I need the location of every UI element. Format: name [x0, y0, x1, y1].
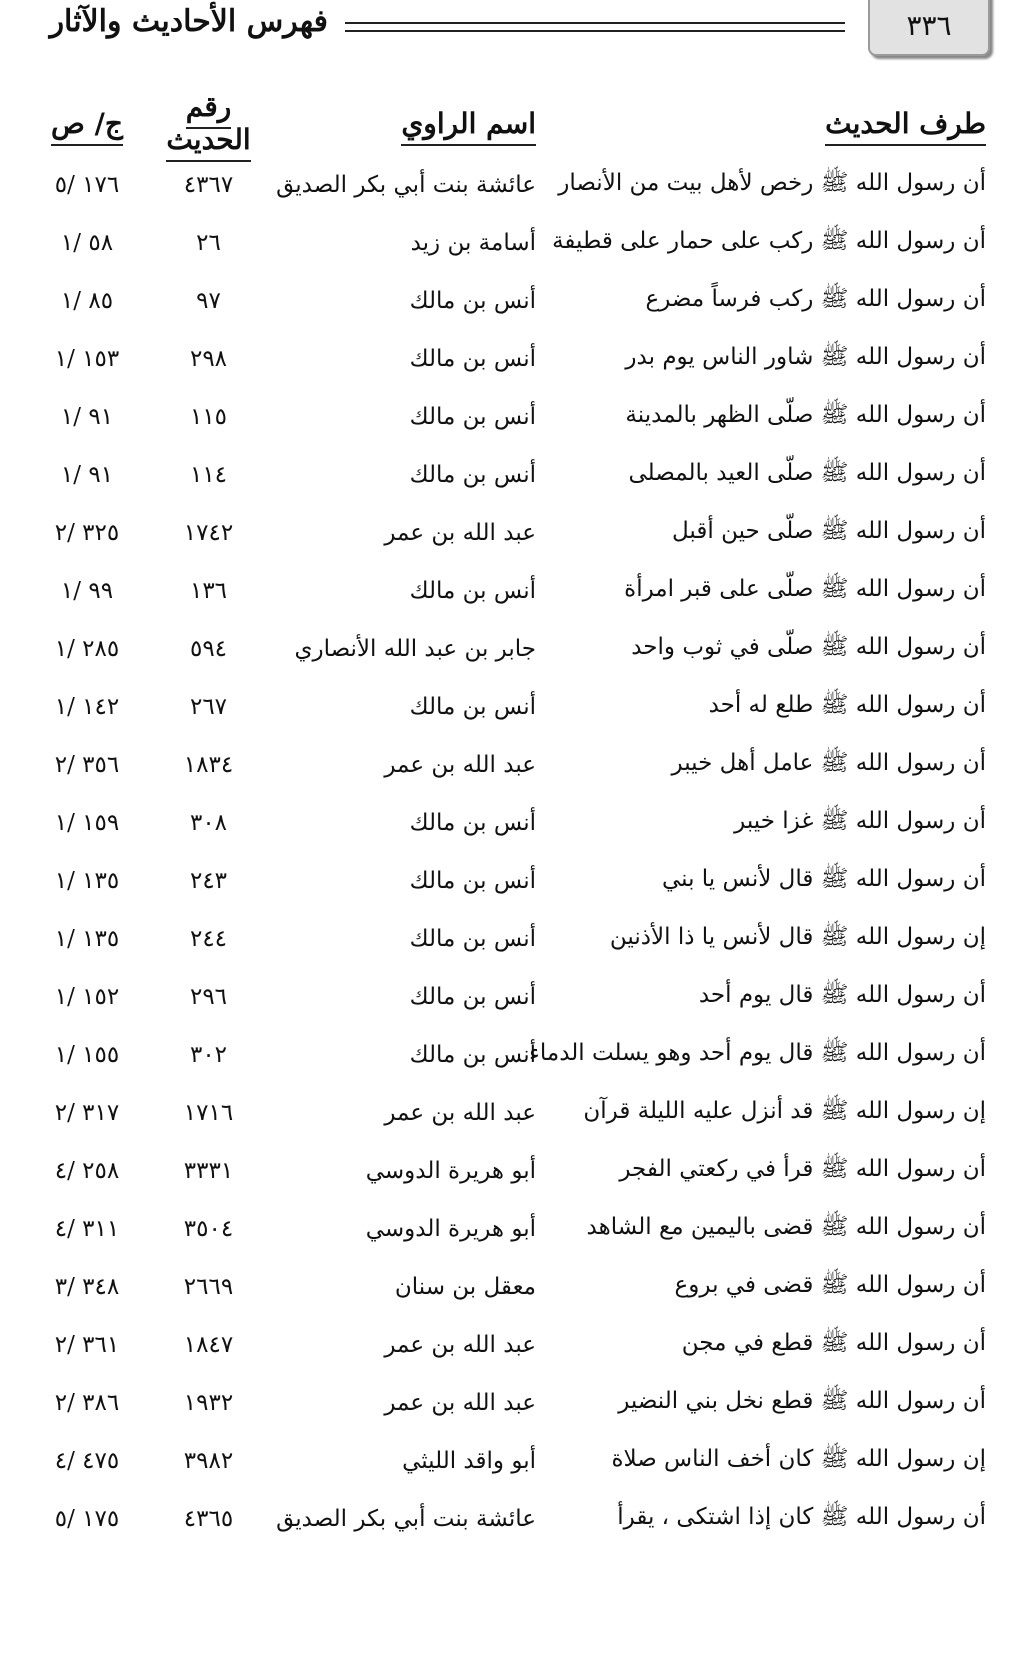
volume-page-cell: ١٧٥ /٥ — [54, 1506, 120, 1532]
volume-page-cell: ٤٧٥ /٤ — [54, 1448, 120, 1474]
hadith-text-cell: أن رسول الله ﷺ قضى باليمين مع الشاهد — [586, 1214, 986, 1240]
column-header-number: رقم الحديث — [146, 90, 271, 156]
table-row — [28, 272, 986, 330]
hadith-number-cell: ١٨٣٤ — [183, 752, 234, 778]
hadith-number-cell: ٣٣٣١ — [183, 1158, 234, 1184]
hadith-text-cell: أن رسول الله ﷺ عامل أهل خيبر — [671, 750, 986, 776]
volume-page-cell: ٣٦١ /٢ — [54, 1332, 120, 1358]
hadith-text-cell: أن رسول الله ﷺ قال يوم أحد وهو يسلت الدماء — [529, 1040, 986, 1066]
table-row — [28, 910, 986, 968]
hadith-number-cell: ٥٩٤ — [189, 636, 228, 662]
hadith-text-cell: أن رسول الله ﷺ قال لأنس يا بني — [661, 866, 986, 892]
table-row — [28, 1432, 986, 1490]
narrator-cell: عائشة بنت أبي بكر الصديق — [276, 1506, 536, 1532]
narrator-cell: عبد الله بن عمر — [384, 520, 536, 546]
narrator-cell: أنس بن مالك — [409, 926, 536, 952]
hadith-text-cell: أن رسول الله ﷺ ركب على حمار على قطيفة — [552, 228, 986, 254]
narrator-cell: عائشة بنت أبي بكر الصديق — [276, 172, 536, 198]
hadith-number-cell: ٤٣٦٥ — [183, 1506, 234, 1532]
narrator-cell: أنس بن مالك — [409, 462, 536, 488]
hadith-text-cell: أن رسول الله ﷺ شاور الناس يوم بدر — [625, 344, 986, 370]
volume-page-cell: ٩١ /١ — [60, 404, 114, 430]
table-row — [28, 1084, 986, 1142]
table-row — [28, 562, 986, 620]
narrator-cell: عبد الله بن عمر — [384, 1100, 536, 1126]
hadith-number-cell: ٣٩٨٢ — [183, 1448, 234, 1474]
table-row — [28, 504, 986, 562]
volume-page-cell: ١٥٥ /١ — [54, 1042, 120, 1068]
narrator-cell: أسامة بن زيد — [410, 230, 536, 256]
hadith-number-cell: ١٩٣٢ — [183, 1390, 234, 1416]
hadith-number-cell: ٢٦ — [196, 230, 221, 256]
narrator-cell: جابر بن عبد الله الأنصاري — [294, 636, 536, 662]
narrator-cell: أنس بن مالك — [409, 404, 536, 430]
hadith-index-table — [28, 90, 986, 1548]
hadith-number-cell: ١٨٤٧ — [183, 1332, 234, 1358]
volume-page-cell: ١٧٦ /٥ — [54, 172, 120, 198]
volume-page-cell: ٩٩ /١ — [60, 578, 114, 604]
table-header-row — [28, 90, 986, 156]
hadith-text-cell: أن رسول الله ﷺ صلّى في ثوب واحد — [631, 634, 986, 660]
hadith-number-cell: ١١٤ — [189, 462, 228, 488]
table-row — [28, 388, 986, 446]
hadith-number-cell: ٩٧ — [196, 288, 221, 314]
narrator-cell: أنس بن مالك — [409, 868, 536, 894]
narrator-cell: أنس بن مالك — [409, 1042, 536, 1068]
hadith-number-cell: ١٣٦ — [189, 578, 228, 604]
hadith-number-cell: ٢٤٣ — [189, 868, 228, 894]
hadith-text-cell: أن رسول الله ﷺ صلّى العيد بالمصلى — [628, 460, 986, 486]
table-row — [28, 1490, 986, 1548]
narrator-cell: أنس بن مالك — [409, 288, 536, 314]
volume-page-cell: ١٥٩ /١ — [54, 810, 120, 836]
hadith-number-cell: ٢٦٦٩ — [183, 1274, 234, 1300]
hadith-text-cell: أن رسول الله ﷺ قال يوم أحد — [698, 982, 986, 1008]
hadith-text-cell: أن رسول الله ﷺ قرأ في ركعتي الفجر — [619, 1156, 986, 1182]
hadith-number-cell: ٢٤٤ — [189, 926, 228, 952]
page-title: فهرس الأحاديث والآثار — [49, 4, 328, 39]
hadith-text-cell: أن رسول الله ﷺ قطع نخل بني النضير — [618, 1388, 986, 1414]
table-row — [28, 794, 986, 852]
column-header-reference: ج/ ص — [28, 90, 146, 156]
table-row — [28, 1026, 986, 1084]
hadith-number-cell: ٣٥٠٤ — [183, 1216, 234, 1242]
table-row — [28, 1258, 986, 1316]
hadith-text-cell: أن رسول الله ﷺ ركب فرساً مضرع — [645, 286, 986, 312]
hadith-text-cell: أن رسول الله ﷺ طلع له أحد — [708, 692, 986, 718]
table-row — [28, 852, 986, 910]
volume-page-cell: ٣١١ /٤ — [54, 1216, 120, 1242]
narrator-cell: أنس بن مالك — [409, 346, 536, 372]
table-row — [28, 736, 986, 794]
hadith-text-cell: إن رسول الله ﷺ قال لأنس يا ذا الأذنين — [609, 924, 986, 950]
narrator-cell: عبد الله بن عمر — [384, 1332, 536, 1358]
hadith-number-cell: ٢٦٧ — [189, 694, 228, 720]
header-rule-bottom — [345, 30, 845, 32]
hadith-text-cell: أن رسول الله ﷺ قضى في بروع — [674, 1272, 986, 1298]
narrator-cell: أنس بن مالك — [409, 578, 536, 604]
page-header — [0, 0, 1010, 70]
table-row — [28, 1316, 986, 1374]
hadith-text-cell: أن رسول الله ﷺ صلّى على قبر امرأة — [624, 576, 986, 602]
hadith-number-cell: ٣٠٢ — [189, 1042, 228, 1068]
table-row — [28, 968, 986, 1026]
narrator-cell: عبد الله بن عمر — [384, 1390, 536, 1416]
narrator-cell: أبو هريرة الدوسي — [365, 1158, 536, 1184]
hadith-text-cell: أن رسول الله ﷺ كان إذا اشتكى ، يقرأ — [617, 1504, 986, 1530]
volume-page-cell: ٣١٧ /٢ — [54, 1100, 120, 1126]
hadith-text-cell: إن رسول الله ﷺ قد أنزل عليه الليلة قرآن — [583, 1098, 986, 1124]
table-row — [28, 1142, 986, 1200]
table-row — [28, 214, 986, 272]
volume-page-cell: ١٣٥ /١ — [54, 926, 120, 952]
column-header-hadith: طرف الحديث — [536, 90, 986, 156]
narrator-cell: أنس بن مالك — [409, 810, 536, 836]
header-rule-top — [345, 22, 845, 24]
table-row — [28, 156, 986, 214]
volume-page-cell: ٥٨ /١ — [60, 230, 114, 256]
hadith-number-cell: ١١٥ — [189, 404, 228, 430]
volume-page-cell: ١٥٣ /١ — [54, 346, 120, 372]
volume-page-cell: ٣٢٥ /٢ — [54, 520, 120, 546]
hadith-text-cell: أن رسول الله ﷺ رخص لأهل بيت من الأنصار — [558, 170, 986, 196]
hadith-text-cell: أن رسول الله ﷺ صلّى الظهر بالمدينة — [625, 402, 986, 428]
narrator-cell: عبد الله بن عمر — [384, 752, 536, 778]
narrator-cell: أبو واقد الليثي — [402, 1448, 536, 1474]
hadith-number-cell: ١٧٤٢ — [183, 520, 234, 546]
narrator-cell: أبو هريرة الدوسي — [365, 1216, 536, 1242]
hadith-number-cell: ٣٠٨ — [189, 810, 228, 836]
column-header-narrator: اسم الراوي — [271, 90, 536, 156]
hadith-text-cell: إن رسول الله ﷺ كان أخف الناس صلاة — [611, 1446, 986, 1472]
hadith-number-cell: ٢٩٦ — [189, 984, 228, 1010]
volume-page-cell: ١٤٢ /١ — [54, 694, 120, 720]
hadith-number-cell: ١٧١٦ — [183, 1100, 234, 1126]
table-row — [28, 620, 986, 678]
table-row — [28, 678, 986, 736]
volume-page-cell: ٣٨٦ /٢ — [54, 1390, 120, 1416]
hadith-text-cell: أن رسول الله ﷺ غزا خيبر — [734, 808, 986, 834]
hadith-text-cell: أن رسول الله ﷺ صلّى حين أقبل — [672, 518, 986, 544]
page-number: ٣٣٦ — [868, 0, 990, 56]
volume-page-cell: ١٥٢ /١ — [54, 984, 120, 1010]
volume-page-cell: ٣٥٦ /٢ — [54, 752, 120, 778]
table-row — [28, 330, 986, 388]
volume-page-cell: ٢٥٨ /٤ — [54, 1158, 120, 1184]
narrator-cell: أنس بن مالك — [409, 984, 536, 1010]
volume-page-cell: ٣٤٨ /٣ — [54, 1274, 120, 1300]
volume-page-cell: ٩١ /١ — [60, 462, 114, 488]
narrator-cell: أنس بن مالك — [409, 694, 536, 720]
volume-page-cell: ٢٨٥ /١ — [54, 636, 120, 662]
table-row — [28, 1200, 986, 1258]
narrator-cell: معقل بن سنان — [394, 1274, 536, 1300]
hadith-text-cell: أن رسول الله ﷺ قطع في مجن — [681, 1330, 986, 1356]
volume-page-cell: ٨٥ /١ — [60, 288, 114, 314]
table-row — [28, 1374, 986, 1432]
volume-page-cell: ١٣٥ /١ — [54, 868, 120, 894]
hadith-number-cell: ٢٩٨ — [189, 346, 228, 372]
hadith-number-cell: ٤٣٦٧ — [183, 172, 234, 198]
table-row — [28, 446, 986, 504]
